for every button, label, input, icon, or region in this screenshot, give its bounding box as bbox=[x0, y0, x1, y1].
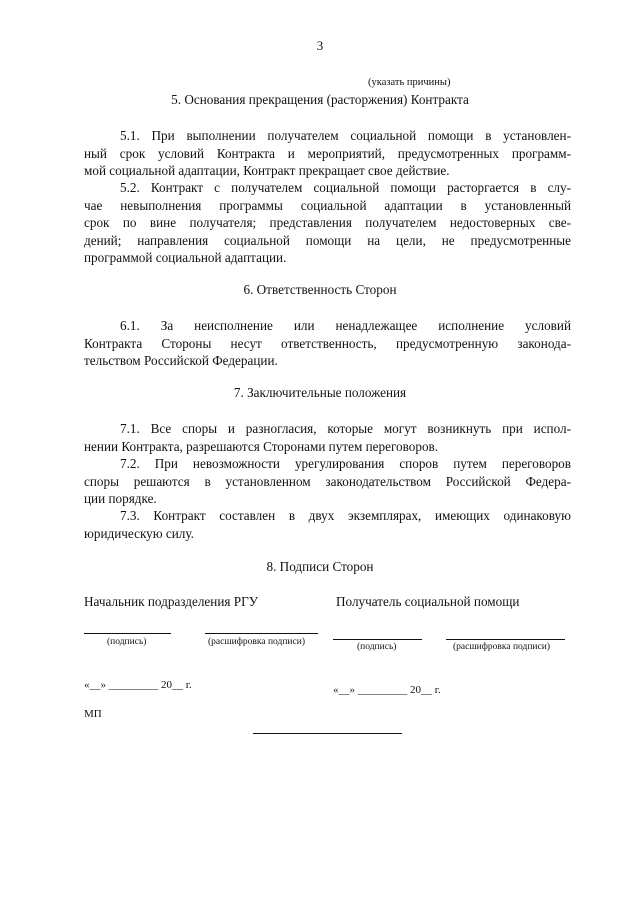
reason-note: (указать причины) bbox=[368, 77, 451, 88]
text-line: чае невыполнения программы социальной адаптации в установленный bbox=[84, 197, 571, 213]
paragraph-7-2 bbox=[84, 455, 571, 508]
text-line: тельством Российской Федерации. bbox=[84, 353, 278, 369]
paragraph-7-1 bbox=[84, 420, 571, 455]
paragraph-5-1 bbox=[84, 127, 571, 180]
text-line: дений; направления социальной помощи на цели, не предусмотренные bbox=[84, 232, 571, 248]
end-divider-line bbox=[253, 733, 402, 734]
text-line: 7.3. Контракт составлен в двух экземплярах, имеющих одинаковую bbox=[120, 508, 571, 523]
right-signature-caption: (подпись) bbox=[357, 642, 397, 652]
text-line: 5.1. При выполнении получателем социальной помощи в установлен- bbox=[120, 128, 571, 143]
left-signature-line bbox=[84, 633, 171, 634]
text-line: Контракта Стороны несут ответственность, предусмотренную законода- bbox=[84, 335, 571, 351]
paragraph-5-2 bbox=[84, 179, 571, 267]
text-line: срок по вине получателя; представления получателем недостоверных све- bbox=[84, 215, 571, 231]
text-line: 7.1. Все споры и разногласия, которые могут возникнуть при испол- bbox=[120, 421, 571, 436]
text-line: 5.2. Контракт с получателем социальной помощи расторгается в слу- bbox=[120, 180, 571, 195]
left-signatory-title: Начальник подразделения РГУ bbox=[84, 594, 259, 609]
right-decode-line bbox=[446, 639, 565, 640]
right-date-line: «__» _________ 20__ г. bbox=[333, 684, 441, 696]
text-line: 6.1. За неисполнение или ненадлежащее исполнение условий bbox=[120, 318, 571, 333]
stamp-place-label: МП bbox=[84, 708, 102, 720]
left-decode-line bbox=[205, 633, 318, 634]
page-number: 3 bbox=[316, 38, 324, 53]
text-line: ции порядке. bbox=[84, 491, 157, 507]
text-line: споры решаются в установленном законодательством Российской Федера- bbox=[84, 473, 571, 489]
right-decode-caption: (расшифровка подписи) bbox=[453, 642, 550, 652]
section-7-title: 7. Заключительные положения bbox=[233, 385, 407, 400]
left-signature-caption: (подпись) bbox=[107, 637, 147, 647]
text-line: юридическую силу. bbox=[84, 525, 194, 541]
section-5-title: 5. Основания прекращения (расторжения) Контракта bbox=[171, 92, 469, 107]
left-decode-caption: (расшифровка подписи) bbox=[208, 637, 305, 647]
paragraph-7-3 bbox=[84, 507, 571, 542]
right-signatory-title: Получатель социальной помощи bbox=[336, 594, 520, 609]
right-signature-line bbox=[333, 639, 422, 640]
left-date-line: «__» _________ 20__ г. bbox=[84, 679, 192, 691]
text-line: нении Контракта, разрешаются Сторонами путем переговоров. bbox=[84, 438, 439, 454]
text-line: 7.2. При невозможности урегулирования споров путем переговоров bbox=[120, 456, 571, 471]
paragraph-6-1 bbox=[84, 317, 571, 370]
section-6-title: 6. Ответственность Сторон bbox=[243, 282, 397, 297]
section-8-title: 8. Подписи Сторон bbox=[266, 559, 374, 574]
text-line: мой социальной адаптации, Контракт прекращает свое действие. bbox=[84, 163, 450, 179]
text-line: программой социальной адаптации. bbox=[84, 250, 287, 266]
text-line: ный срок условий Контракта и мероприятий, предусмотренных программ- bbox=[84, 145, 571, 161]
